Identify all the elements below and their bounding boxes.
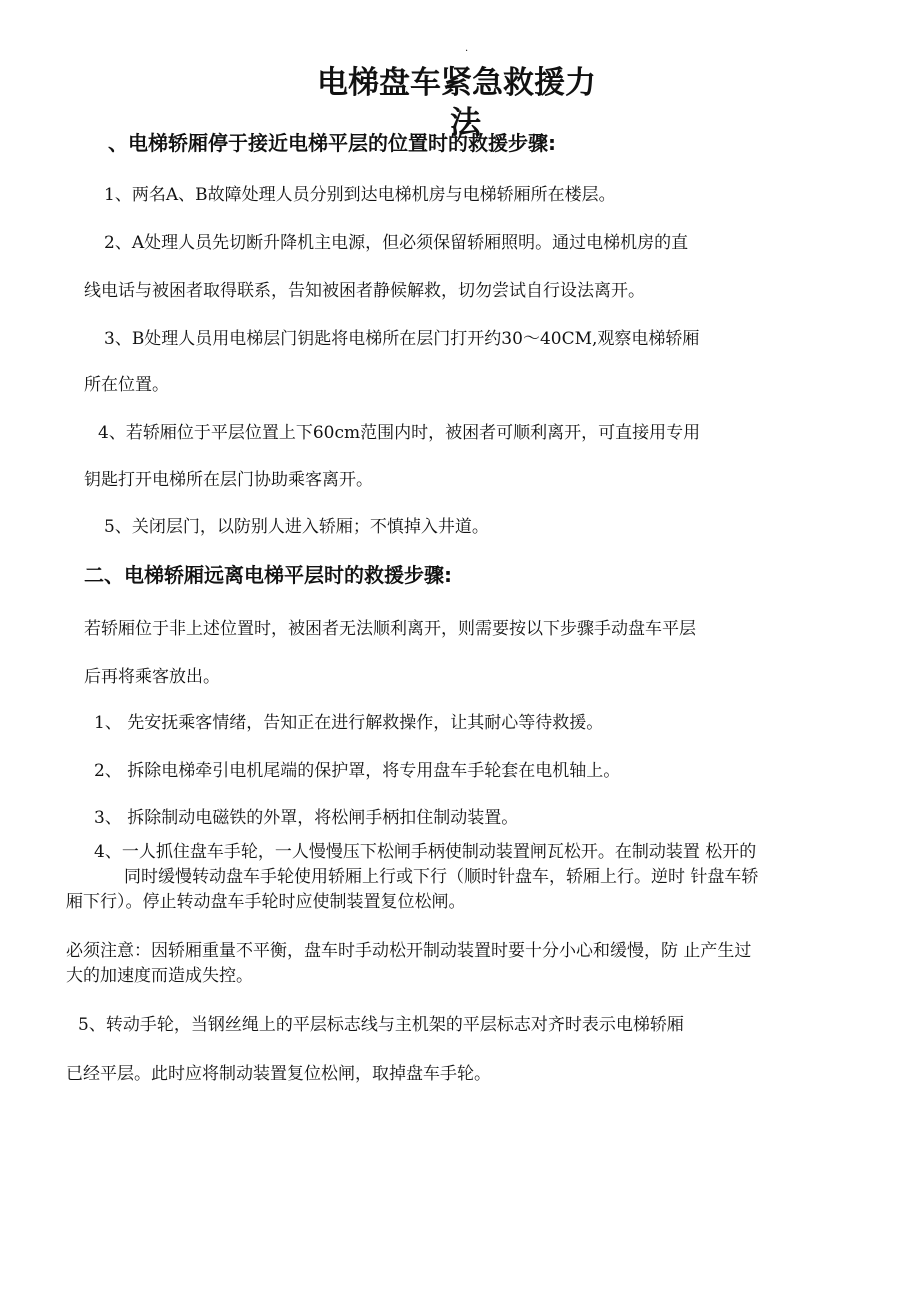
section2-line: 若轿厢位于非上述位置时，被困者无法顺利离开，则需要按以下步骤手动盘车平层: [84, 619, 696, 639]
section2-line: 同时缓慢转动盘车手轮使用轿厢上行或下行（顺时针盘车，轿厢上行。逆时 针盘车轿: [124, 867, 759, 887]
section1-line: 所在位置。: [84, 375, 169, 395]
page-title: 电梯盘车紧急救援力: [317, 65, 596, 101]
section2-line: 大的加速度而造成失控。: [66, 966, 253, 986]
section1-line: 线电话与被困者取得联系，告知被困者静候解救，切勿尝试自行设法离开。: [84, 281, 645, 301]
section2-line: 已经平层。此时应将制动装置复位松闸，取掉盘车手轮。: [66, 1064, 491, 1084]
section1-heading: 、电梯轿厢停于接近电梯平层的位置时的救援步骤:: [108, 131, 556, 155]
section2-line: 5、转动手轮，当钢丝绳上的平层标志线与主机架的平层标志对齐时表示电梯轿厢: [78, 1015, 684, 1035]
section1-line: 钥匙打开电梯所在层门协助乘客离开。: [84, 470, 373, 490]
section2-line: 3、 拆除制动电磁铁的外罩，将松闸手柄扣住制动装置。: [94, 808, 519, 828]
section1-line: 3、B处理人员用电梯层门钥匙将电梯所在层门打开约30〜40CM,观察电梯轿厢: [104, 329, 700, 349]
section2-line: 厢下行）。停止转动盘车手轮时应使制装置复位松闸。: [66, 892, 466, 912]
page-title-wrap: 法: [450, 105, 481, 141]
section1-line: 5、关闭层门，以防别人进入轿厢；不慎掉入井道。: [104, 517, 489, 537]
section2-line: 4、一人抓住盘车手轮，一人慢慢压下松闸手柄使制动装置闸瓦松开。在制动装置 松开的: [94, 842, 757, 862]
section2-heading: 二、电梯轿厢远离电梯平层时的救援步骤:: [84, 563, 452, 587]
section2-line: 后再将乘客放出。: [84, 667, 220, 687]
section2-line: 1、 先安抚乘客情绪，告知正在进行解救操作，让其耐心等待救援。: [94, 713, 604, 733]
section2-line: 2、 拆除电梯牵引电机尾端的保护罩，将专用盘车手轮套在电机轴上。: [94, 761, 621, 781]
section1-line: 2、A处理人员先切断升降机主电源，但必须保留轿厢照明。通过电梯机房的直: [104, 233, 689, 253]
section1-line: 4、若轿厢位于平层位置上下60cm范围内时，被困者可顺利离开，可直接用专用: [98, 423, 701, 443]
header-mark: .: [465, 43, 469, 54]
section2-line: 必须注意：因轿厢重量不平衡，盘车时手动松开制动装置时要十分小心和缓慢，防 止产生过: [66, 941, 752, 961]
section1-line: 1、两名A、B故障处理人员分别到达电梯机房与电梯轿厢所在楼层。: [104, 185, 616, 205]
